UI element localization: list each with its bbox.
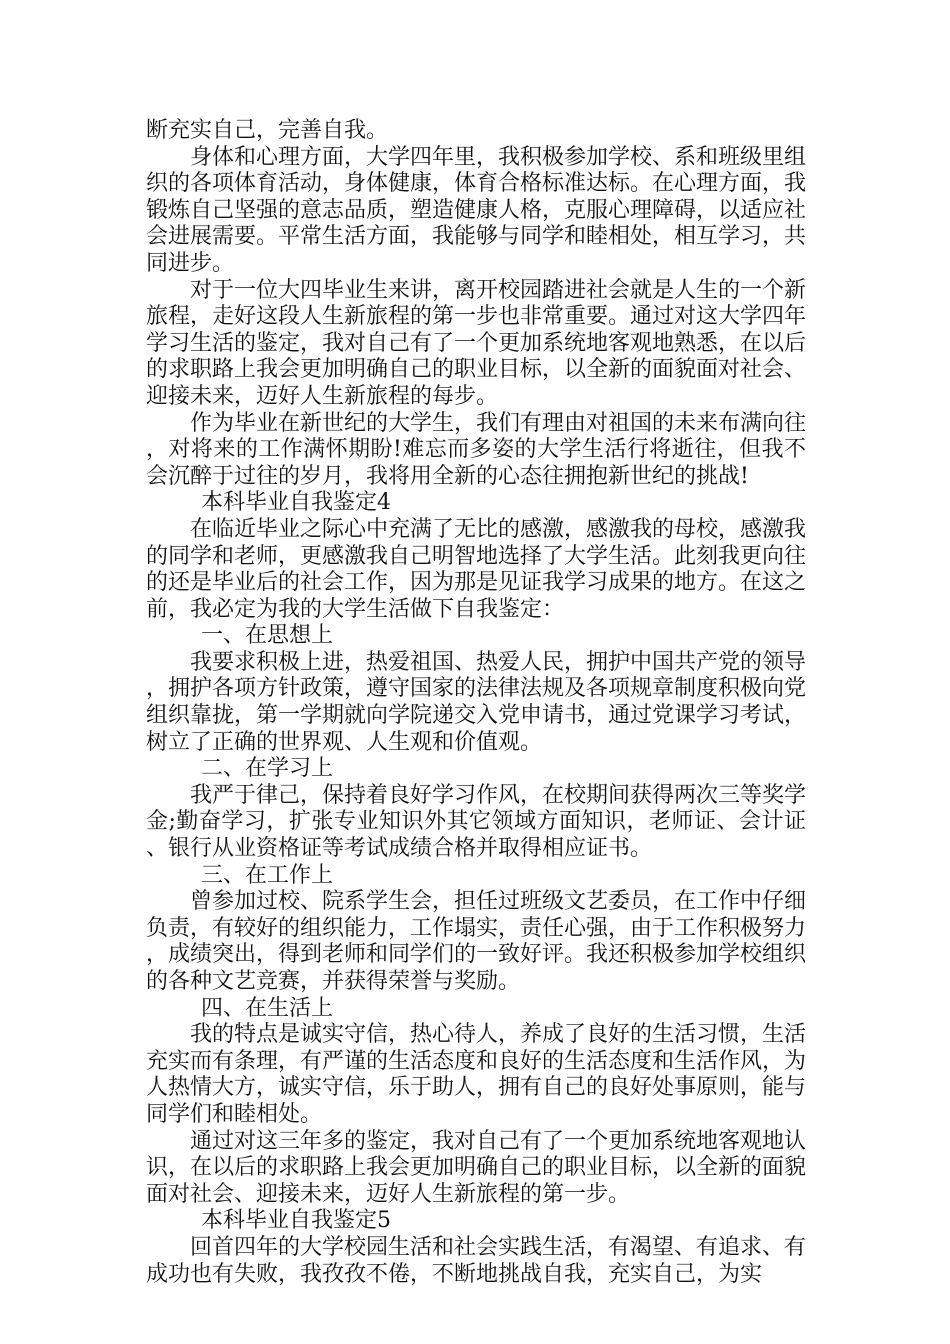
paragraph-continuation: 断充实自己，完善自我。 (146, 118, 389, 143)
paragraph-new-century: 作为毕业在新世纪的大学生，我们有理由对祖国的未来布满向往，对将来的工作满怀期盼!难忘而多姿的大学生活行将逝往，但我不会沉醉于过往的岁月，我将用全新的心态往拥抱新世纪的挑战! (146, 410, 807, 489)
paragraph-body-mind: 身体和心理方面，大学四年里，我积极参加学校、系和班级里组织的各项体育活动，身体健康，体育合格标准达标。在心理方面，我锻炼自己坚强的意志品质，塑造健康人格，克服心理障碍，以适应社会进展需要。平常生活方面，我能够与同学和睦相处，相互学习，共同进步。 (146, 144, 807, 276)
paragraph-new-journey: 对于一位大四毕业生来讲，离开校园踏进社会就是人生的一个新旅程，走好这段人生新旅程的第一步也非常重要。通过对这大学四年学习生活的鉴定，我对自己有了一个更加系统地客观地熟悉，在以后的求职路上我会更加明确自己的职业目标，以全新的面貌面对社会、迎接未来，迈好人生新旅程的每步。 (146, 277, 807, 409)
section-heading-5: 本科毕业自我鉴定5 (201, 1208, 391, 1234)
document-page (146, 118, 806, 1288)
paragraph-gratitude: 在临近毕业之际心中充满了无比的感激，感激我的母校，感激我的同学和老师，更感激我自己明智地选择了大学生活。此刻我更向往的还是毕业后的社会工作，因为那是见证我学习成果的地方。在这之前，我必定为我的大学生活做下自我鉴定： (146, 516, 807, 622)
section-heading-4: 本科毕业自我鉴定4 (201, 490, 391, 516)
paragraph-summary: 通过对这三年多的鉴定，我对自己有了一个更加系统地客观地认识，在以后的求职路上我会更加明确自己的职业目标，以全新的面貌面对社会、迎接未来，迈好人生新旅程的第一步。 (146, 1128, 807, 1207)
paragraph-review: 回首四年的大学校园生活和社会实践生活，有渴望、有追求、有成功也有失败，我孜孜不倦，不断地挑战自我，充实自己，为实 (146, 1234, 807, 1287)
paragraph-work: 曾参加过校、院系学生会，担任过班级文艺委员，在工作中仔细负责，有较好的组织能力，工作塌实，责任心强，由于工作积极努力，成绩突出，得到老师和同学们的一致好评。我还积极参加学校组织的各种文艺竞赛，并获得荣誉与奖励。 (146, 889, 807, 994)
paragraph-study: 我严于律己，保持着良好学习作风，在校期间获得两次三等奖学金;勤奋学习，扩张专业知识外其它领域方面知识，老师证、会计证、银行从业资格证等考试成绩合格并取得相应证书。 (146, 782, 807, 862)
paragraph-life: 我的特点是诚实守信，热心待人，养成了良好的生活习惯，生活充实而有条理，有严谨的生活态度和良好的生活态度和生活作风，为人热情大方，诚实守信，乐于助人，拥有自己的良好处事原则，能与同学们和睦相处。 (146, 1022, 807, 1127)
subheading-work: 三、在工作上 (201, 862, 334, 888)
paragraph-thought: 我要求积极上进，热爱祖国、热爱人民，拥护中国共产党的领导，拥护各项方针政策，遵守国家的法律法规及各项规章制度积极向党组织靠拢，第一学期就向学院递交入党申请书，通过党课学习考试，树立了正确的世界观、人生观和价值观。 (146, 649, 807, 755)
subheading-life: 四、在生活上 (201, 995, 334, 1021)
subheading-study: 二、在学习上 (201, 756, 334, 782)
subheading-thought: 一、在思想上 (201, 623, 334, 649)
